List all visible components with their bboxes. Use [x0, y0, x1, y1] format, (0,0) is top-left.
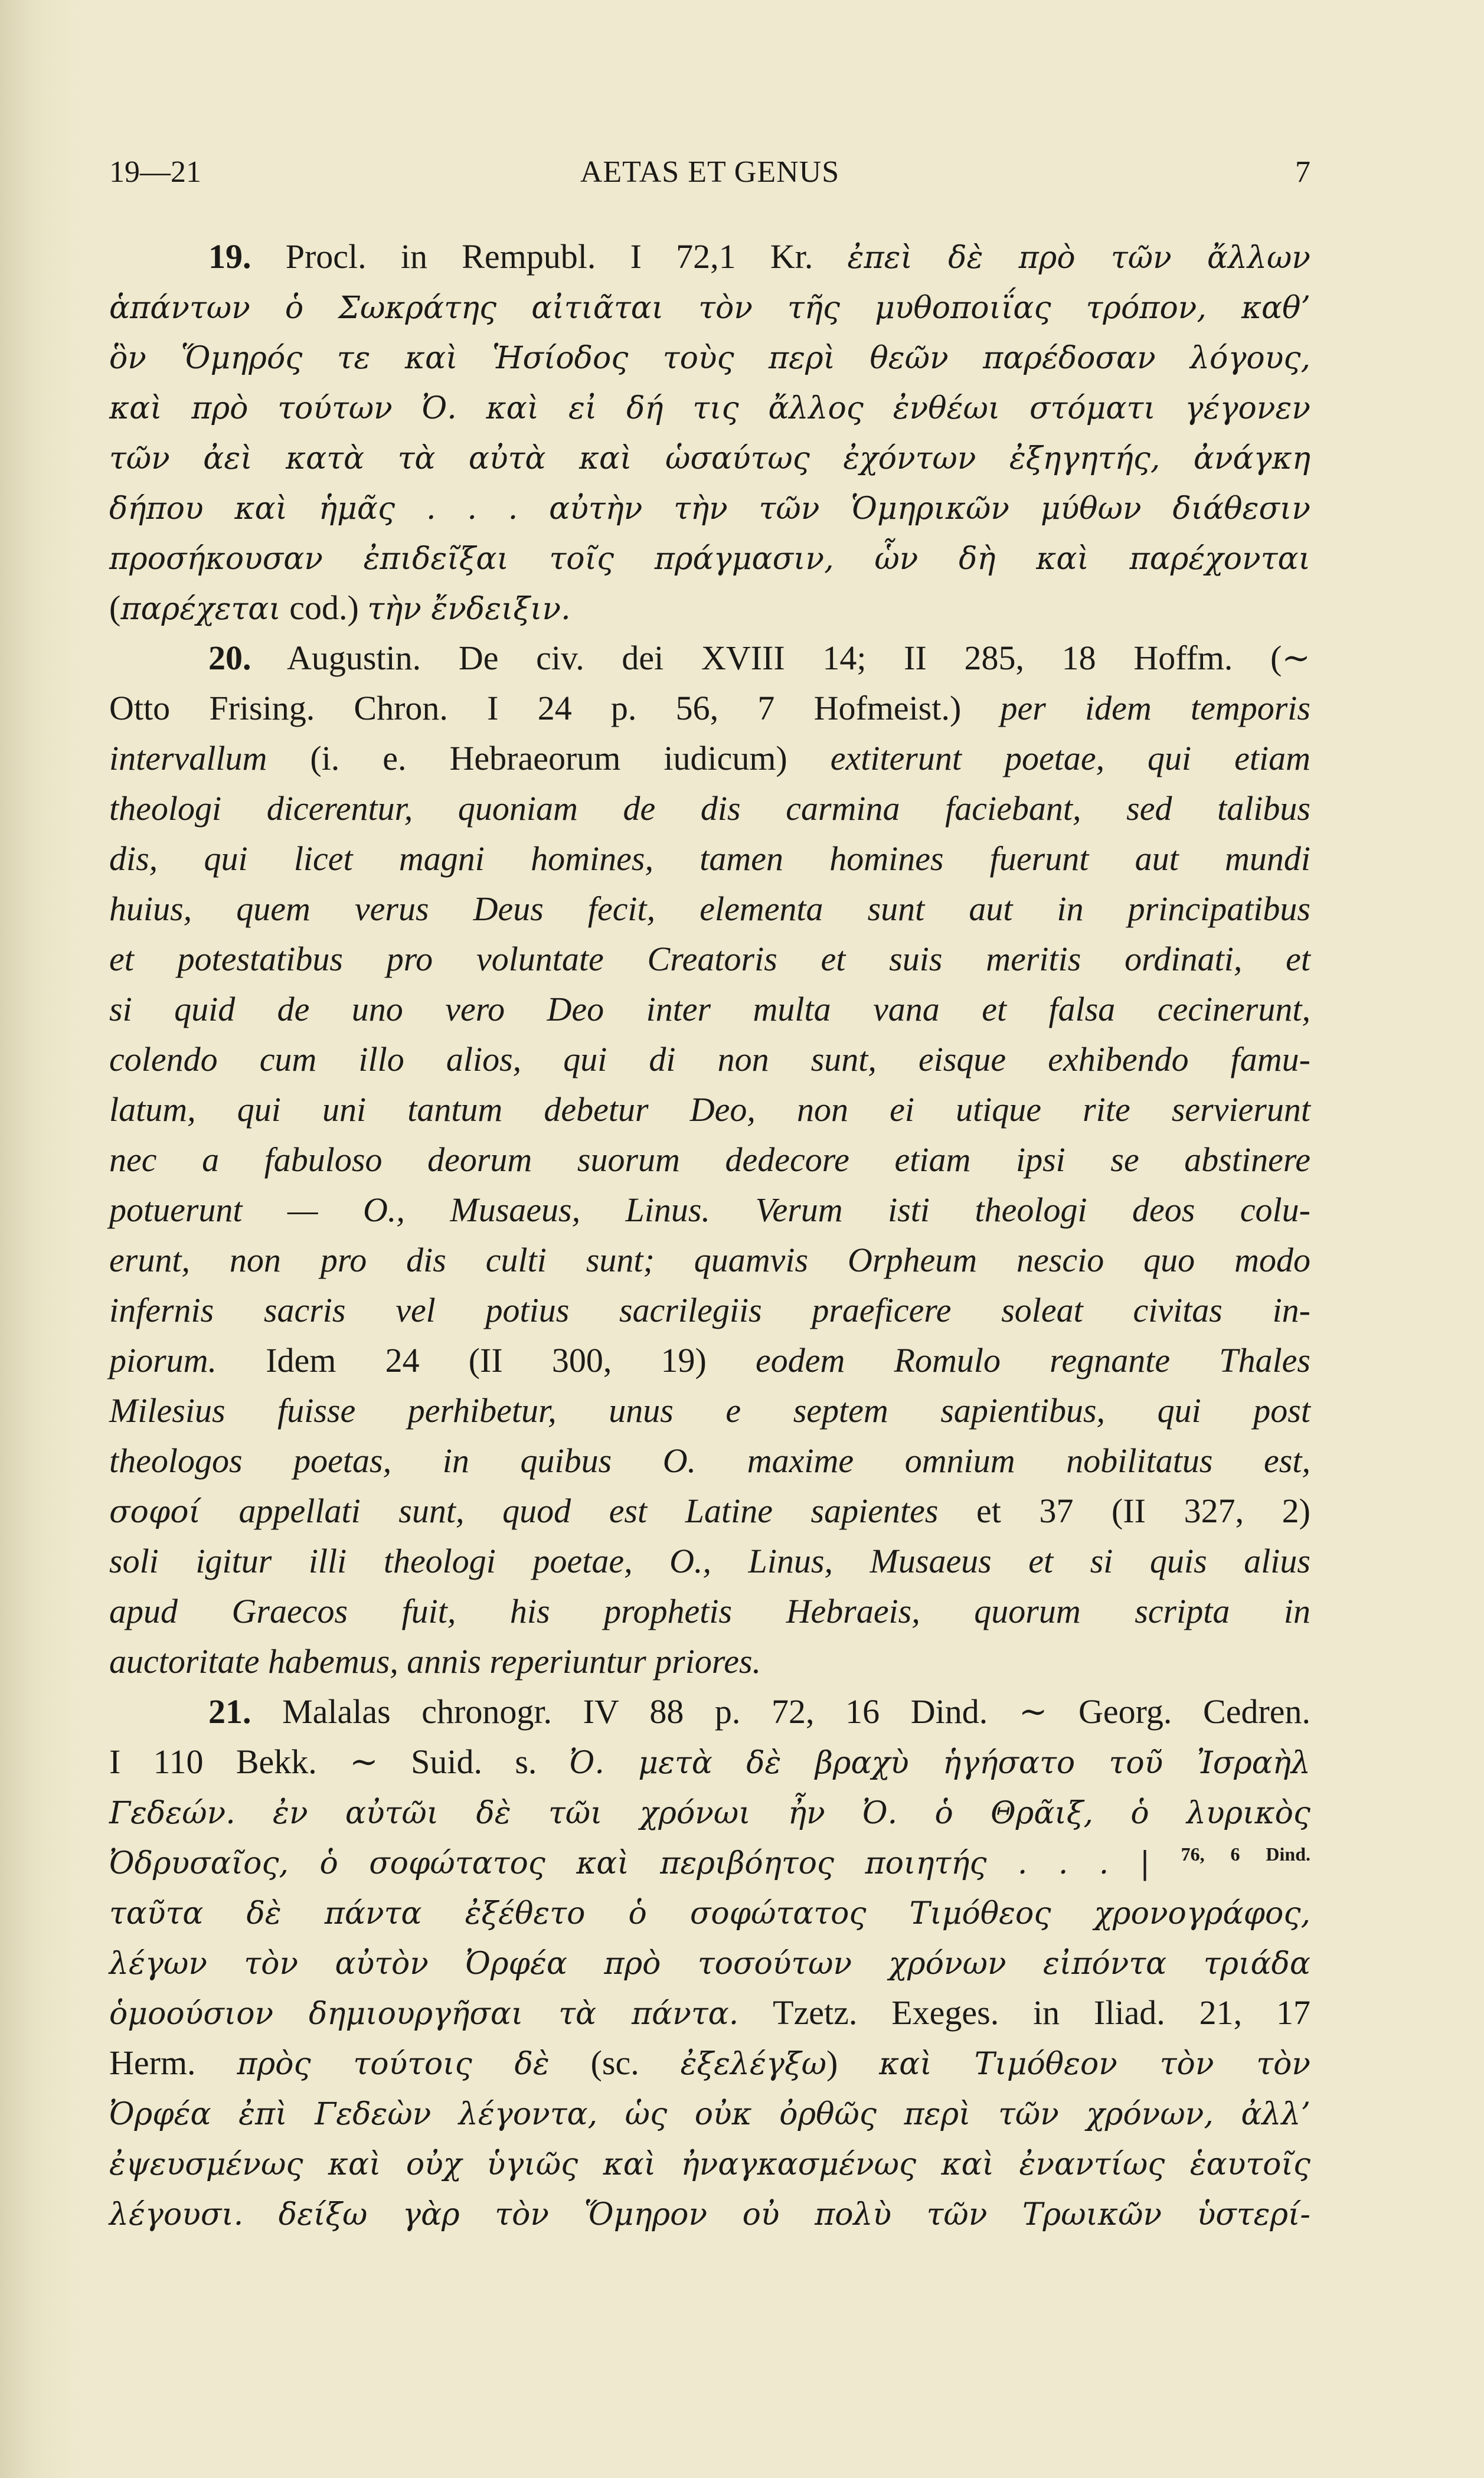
text-segment: Otto Frising. Chron. I 24 p. 56, 7 Hofmeist.) [109, 689, 1001, 727]
page-body [109, 231, 1310, 2238]
text-segment: appellati sunt, quod est Latine sapientes [200, 1492, 939, 1530]
text-segment: cod.) [280, 589, 368, 627]
text-segment: per idem temporis [1000, 689, 1310, 727]
text-line [109, 1887, 1310, 1937]
text-segment: apud Graecos fuit, his prophetis Hebraeis, quorum scripta in [109, 1592, 1310, 1630]
text-line [109, 2138, 1310, 2188]
text-line [109, 1737, 1310, 1787]
text-segment: Procl. in Rempubl. I 72,1 Kr. [251, 237, 848, 276]
greek-text: ἁπάντων ὁ Σωκράτης αἰτιᾶται τὸν τῆς μυθοποιΐας τρόπον, καθ’ [109, 290, 1310, 326]
paragraph-21 [109, 1686, 1310, 2238]
section-number: 20. [208, 639, 251, 677]
greek-text: τῶν ἀεὶ κατὰ τὰ αὐτὰ καὶ ὡσαύτως ἐχόντων ἐξηγητής, ἀνάγκη [109, 441, 1310, 476]
text-line [109, 583, 1310, 633]
text-segment: (i. e. Hebraeorum iudicum) [267, 739, 831, 777]
text-line [109, 1787, 1310, 1837]
text-line [109, 1536, 1310, 1586]
text-segment: potuerunt — O., Musaeus, Linus. Verum isti theologi deos colu- [109, 1191, 1310, 1229]
text-segment: nec a fabuloso deorum suorum dedecore etiam ipsi se abstinere [109, 1140, 1310, 1179]
text-segment: Milesius fuisse perhibetur, unus e septem sapientibus, qui post [109, 1391, 1310, 1430]
greek-text: ἐψευσμένως καὶ οὐχ ὑγιῶς καὶ ἠναγκασμένως καὶ ἐναντίως ἑαυτοῖς [109, 2147, 1310, 2182]
greek-text: Ὀ. μετὰ δὲ βραχὺ ἡγήσατο τοῦ Ἰσραὴλ [569, 1745, 1310, 1781]
section-number: 21. [208, 1692, 251, 1731]
page-number: 7 [1295, 155, 1310, 189]
text-line [109, 2038, 1310, 2088]
text-segment: Herm. [109, 2044, 237, 2082]
greek-text: Ὀδρυσαῖος, ὁ σοφώτατος καὶ περιβόητος ποιητής . . . | [109, 1846, 1181, 1881]
greek-text: ἐπεὶ δὲ πρὸ τῶν ἄλλων [847, 240, 1310, 276]
text-line [109, 984, 1310, 1034]
greek-text: καὶ Τιμόθεον τὸν τὸν [879, 2047, 1311, 2082]
text-line [109, 1486, 1310, 1536]
greek-text: ἐξελέγξω [680, 2047, 826, 2082]
text-line [109, 1987, 1310, 2038]
greek-text: παρέχεται [120, 591, 281, 627]
greek-text: προσήκουσαν ἐπιδεῖξαι τοῖς πράγμασιν, ὧν δὴ καὶ παρέχονται [109, 541, 1310, 577]
text-line [109, 1235, 1310, 1285]
greek-text: ὁμοούσιον δημιουργῆσαι τὰ πάντα. [109, 1996, 739, 2032]
text-segment: huius, quem verus Deus fecit, elementa sunt aut in principatibus [109, 890, 1310, 928]
text-line [109, 633, 1310, 683]
greek-text: ταῦτα δὲ πάντα ἐξέθετο ὁ σοφώτατος Τιμόθεος χρονογράφος, [109, 1896, 1310, 1931]
text-line [109, 1686, 1310, 1737]
text-line [109, 2088, 1310, 2138]
paragraph-19 [109, 231, 1310, 633]
text-segment: ( [109, 589, 121, 627]
text-line [109, 934, 1310, 984]
text-segment: soli igitur illi theologi poetae, O., Linus, Musaeus et si quis alius [109, 1542, 1310, 1580]
greek-text: σοφοί [109, 1495, 201, 1530]
greek-text: δήπου καὶ ἡμᾶς . . . αὐτὴν τὴν τῶν Ὁμηρικῶν μύθων διάθεσιν [109, 491, 1310, 527]
text-line [109, 382, 1310, 432]
text-segment: eodem Romulo regnante Thales [756, 1341, 1310, 1379]
marginal-reference: 76, 6 Dind. [1181, 1843, 1310, 1865]
greek-text: πρὸς τούτοις δὲ [237, 2047, 550, 2082]
text-segment: (sc. [549, 2044, 681, 2082]
text-segment: I 110 Bekk. ∼ Suid. s. [109, 1743, 570, 1781]
text-line [109, 1335, 1310, 1385]
running-title: AETAS ET GENUS [580, 155, 840, 189]
greek-text: Γεδεών. ἐν αὐτῶι δὲ τῶι χρόνωι ἦν Ὀ. ὁ Θρᾶιξ, ὁ λυρικὸς [109, 1796, 1310, 1831]
text-line [109, 1385, 1310, 1436]
greek-text: καὶ πρὸ τούτων Ὀ. καὶ εἰ δή τις ἄλλος ἐνθέωι στόματι γέγονεν [109, 391, 1310, 426]
text-segment: Malalas chronogr. IV 88 p. 72, 16 Dind. ∼ Georg. Cedren. [251, 1692, 1310, 1731]
text-line [109, 1034, 1310, 1084]
text-segment: Idem 24 (II 300, 19) [217, 1341, 756, 1379]
text-segment: colendo cum illo alios, qui di non sunt, eisque exhibendo famu- [109, 1040, 1310, 1078]
text-segment: Tzetz. Exeges. in Iliad. 21, 17 [738, 1993, 1310, 2032]
text-line [109, 482, 1310, 532]
text-line [109, 1837, 1310, 1887]
text-line [109, 2188, 1310, 2238]
text-segment: dis, qui licet magni homines, tamen homines fuerunt aut mundi [109, 839, 1310, 878]
text-line [109, 1636, 1310, 1686]
running-header [109, 155, 1310, 196]
text-line [109, 332, 1310, 382]
section-number: 19. [208, 237, 251, 276]
greek-text: ὃν Ὅμηρός τε καὶ Ἡσίοδος τοὺς περὶ θεῶν παρέδοσαν λόγους, [109, 341, 1310, 376]
text-line [109, 1135, 1310, 1185]
text-line [109, 532, 1310, 583]
text-segment: theologi dicerentur, quoniam de dis carmina faciebant, sed talibus [109, 789, 1310, 828]
section-range: 19—21 [109, 155, 201, 189]
text-segment: latum, qui uni tantum debetur Deo, non ei utique rite servierunt [109, 1090, 1310, 1129]
text-segment: piorum. [109, 1341, 217, 1379]
text-segment: infernis sacris vel potius sacrilegiis praeficere soleat civitas in- [109, 1291, 1310, 1329]
greek-text: τὴν ἔνδειξιν. [367, 591, 571, 627]
text-segment: theologos poetas, in quibus O. maxime omnium nobilitatus est, [109, 1441, 1310, 1480]
text-line [109, 432, 1310, 482]
text-segment: et 37 (II 327, 2) [938, 1492, 1310, 1530]
text-line [109, 1436, 1310, 1486]
paragraph-20 [109, 633, 1310, 1686]
greek-text: Ὀρφέα ἐπὶ Γεδεὼν λέγοντα, ὡς οὐκ ὀρθῶς περὶ τῶν χρόνων, ἀλλ’ [109, 2097, 1310, 2132]
text-segment: Augustin. De civ. dei XVIII 14; II 285, 18 Hoffm. (∼ [251, 639, 1310, 677]
text-segment: et potestatibus pro voluntate Creatoris et suis meritis ordinati, et [109, 940, 1310, 978]
text-line [109, 1285, 1310, 1335]
text-line [109, 282, 1310, 332]
text-line [109, 884, 1310, 934]
text-line [109, 683, 1310, 733]
text-segment: si quid de uno vero Deo inter multa vana et falsa cecinerunt, [109, 990, 1310, 1028]
text-line [109, 231, 1310, 282]
text-line [109, 1937, 1310, 1987]
text-segment: extiterunt poetae, qui etiam [830, 739, 1310, 777]
text-line [109, 1084, 1310, 1135]
greek-text: λέγων τὸν αὐτὸν Ὀρφέα πρὸ τοσούτων χρόνων εἰπόντα τριάδα [109, 1946, 1310, 1982]
text-segment: ) [826, 2044, 880, 2082]
text-line [109, 833, 1310, 884]
text-line [109, 783, 1310, 833]
text-segment: intervallum [109, 739, 267, 777]
text-line [109, 1185, 1310, 1235]
text-segment: erunt, non pro dis culti sunt; quamvis Orpheum nescio quo modo [109, 1241, 1310, 1279]
text-line [109, 1586, 1310, 1636]
text-segment: auctoritate habemus, annis reperiuntur priores. [109, 1642, 761, 1681]
greek-text: λέγουσι. δείξω γὰρ τὸν Ὅμηρον οὐ πολὺ τῶν Τρωικῶν ὑστερί- [109, 2197, 1310, 2232]
text-line [109, 733, 1310, 783]
